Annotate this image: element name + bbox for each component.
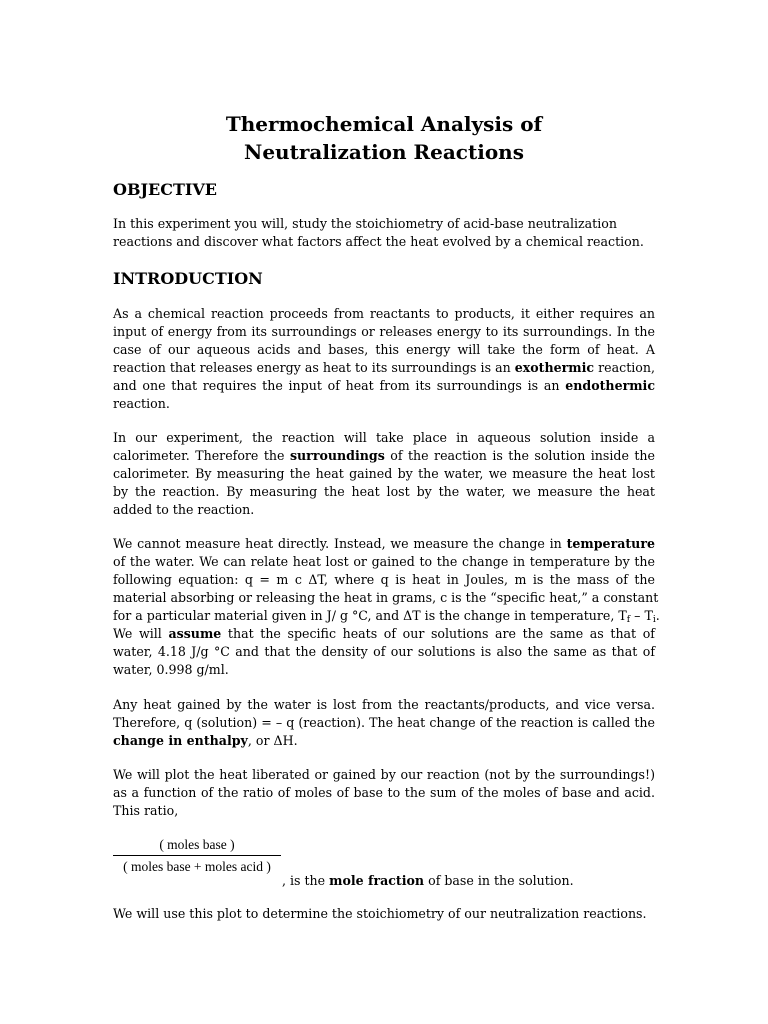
text-line: As a chemical reaction proceeds from reactants to products, it either requires an <box>113 306 655 321</box>
text-run: reaction that releases energy as heat to its surroundings is an <box>113 360 511 375</box>
fraction-denominator: ( moles base + moles acid ) <box>123 859 271 874</box>
text-line: material absorbing or releasing the heat in grams, c is the “specific heat,” a constant <box>113 590 659 605</box>
bold-term-mole-fraction: mole fraction <box>329 873 425 888</box>
title-line-2: Neutralization Reactions <box>244 140 524 164</box>
fraction-bar <box>113 855 281 856</box>
bold-term-exothermic: exothermic <box>514 360 595 375</box>
intro-paragraph-3 <box>113 535 660 679</box>
text-run: We will <box>113 626 162 641</box>
bold-term-change-in-enthalpy: change in enthalpy <box>113 733 248 748</box>
text-line <box>113 447 655 465</box>
page-title <box>0 110 768 166</box>
text-line <box>113 377 655 395</box>
intro-paragraph-5 <box>113 766 655 820</box>
subscript-i: i <box>652 615 656 625</box>
objective-heading: OBJECTIVE <box>113 180 217 199</box>
text-line: In this experiment you will, study the stoichiometry of acid-base neutralization <box>113 216 617 231</box>
intro-paragraph-2 <box>113 429 655 519</box>
intro-paragraph-4 <box>113 696 655 750</box>
fraction-caption <box>282 872 574 890</box>
text-run: We cannot measure heat directly. Instead, we measure the change in <box>113 536 562 551</box>
bold-term-assume: assume <box>168 626 222 641</box>
text-run: of the reaction is the solution inside the <box>390 448 655 463</box>
text-line <box>113 359 655 377</box>
text-line: reaction. <box>113 396 170 411</box>
text-run: , or ΔH. <box>247 733 298 748</box>
text-run: . <box>655 608 660 623</box>
text-run: for a particular material given in J/ g °C, and ΔT is the change in temperature, T <box>113 608 627 623</box>
text-line: Any heat gained by the water is lost from the reactants/products, and vice versa. <box>113 697 655 712</box>
title-line-1: Thermochemical Analysis of <box>225 112 543 136</box>
text-run: , is the <box>282 873 326 888</box>
text-line <box>113 732 655 750</box>
intro-paragraph-6 <box>113 905 655 923</box>
mole-fraction-formula <box>113 836 281 876</box>
text-line: We will plot the heat liberated or gained by our reaction (not by the surroundings!) <box>113 767 655 782</box>
bold-term-surroundings: surroundings <box>289 448 385 463</box>
text-run: and one that requires the input of heat from its surroundings is an <box>113 378 560 393</box>
text-run: reaction, <box>598 360 655 375</box>
text-line <box>113 607 660 625</box>
text-run: calorimeter. Therefore the <box>113 448 285 463</box>
text-line: water, 4.18 J/g °C and that the density of our solutions is also the same as that of <box>113 644 655 659</box>
text-line: water, 0.998 g/ml. <box>113 662 229 677</box>
text-line: case of our aqueous acids and bases, this energy will take the form of heat. A <box>113 342 655 357</box>
bold-term-temperature: temperature <box>566 536 655 551</box>
text-line: of the water. We can relate heat lost or gained to the change in temperature by the <box>113 554 655 569</box>
text-line: reactions and discover what factors affect the heat evolved by a chemical reaction. <box>113 234 644 249</box>
text-line: In our experiment, the reaction will take place in aqueous solution inside a <box>113 430 655 445</box>
text-line: We will use this plot to determine the stoichiometry of our neutralization reactions. <box>113 906 647 921</box>
text-run: that the specific heats of our solutions are the same as that of <box>227 626 655 641</box>
text-line <box>113 535 655 553</box>
text-run: – T <box>630 608 653 623</box>
subscript-f: f <box>626 615 631 625</box>
text-line: added to the reaction. <box>113 502 255 517</box>
objective-paragraph <box>113 215 655 251</box>
fraction-numerator: ( moles base ) <box>159 837 235 852</box>
text-line: following equation: q = m c ΔT, where q is heat in Joules, m is the mass of the <box>113 572 655 587</box>
text-line: by the reaction. By measuring the heat lost by the water, we measure the heat <box>113 484 655 499</box>
intro-paragraph-1 <box>113 305 655 413</box>
introduction-heading: INTRODUCTION <box>113 269 263 288</box>
text-line: as a function of the ratio of moles of base to the sum of the moles of base and acid. <box>113 785 655 800</box>
text-run: of base in the solution. <box>428 873 574 888</box>
text-line: This ratio, <box>113 803 179 818</box>
text-line <box>113 625 655 643</box>
text-line: Therefore, q (solution) = – q (reaction). The heat change of the reaction is called the <box>113 715 655 730</box>
text-line: input of energy from its surroundings or releases energy to its surroundings. In the <box>113 324 655 339</box>
text-line: calorimeter. By measuring the heat gained by the water, we measure the heat lost <box>113 466 655 481</box>
bold-term-endothermic: endothermic <box>565 378 655 393</box>
